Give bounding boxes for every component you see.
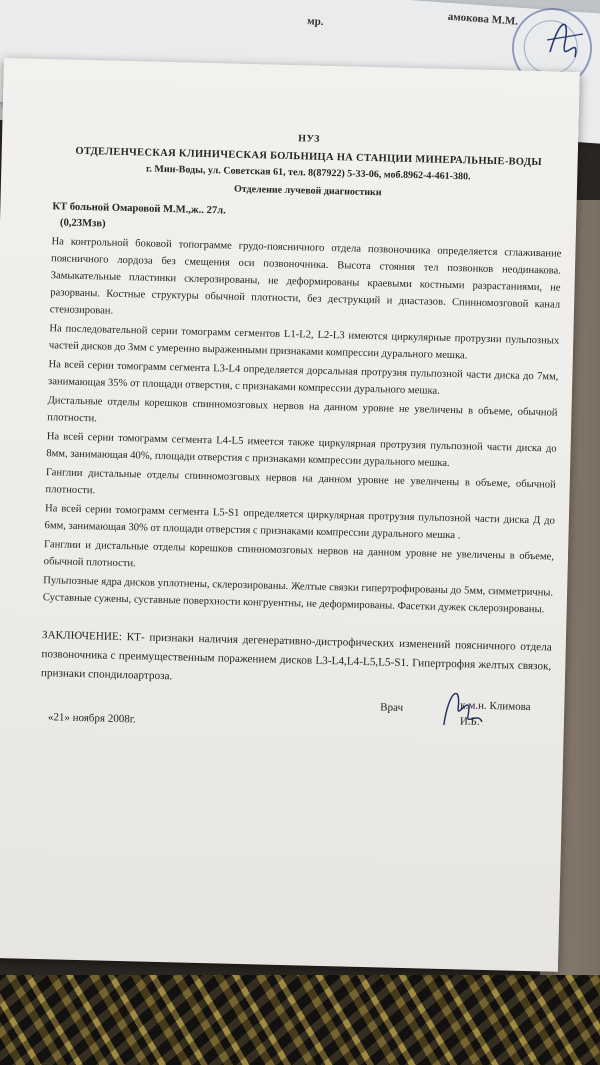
report-content <box>40 125 565 741</box>
report-paragraph: На всей серии томограмм сегмента L4-L5 имеется также циркулярная протрузия пульпозной части диска до 8мм, занимающая 40%, площади отверстия с признаками компрессии дурального мешка. <box>46 431 557 470</box>
report-paragraph: Ганглии и дистальные отделы корешков спинномозговых нервов на данном уровне не увеличены в объеме, обычной плотности. <box>43 539 555 570</box>
signature-block <box>40 685 551 741</box>
medical-report-sheet <box>0 58 580 972</box>
report-paragraph: На всей серии томограмм сегмента L3-L4 определяется дорсальная протрузия пульпозной части диска до 7мм, занимающая 35% от площади отверстия, с признаками компрессии дурального мешка. <box>47 359 559 397</box>
background-rug-pattern <box>0 975 600 1065</box>
background-text-mr: мр. <box>306 14 324 29</box>
org-full-name: ОТДЕЛЕНЧЕСКАЯ КЛИНИЧЕСКАЯ БОЛЬНИЦА НА СТАНЦИИ МИНЕРАЛЬНЫЕ-ВОДЫ <box>75 145 543 169</box>
signature-role: Врач <box>380 701 404 714</box>
org-short-name: НУЗ <box>298 133 321 145</box>
conclusion-text: ЗАКЛЮЧЕНИЕ: КТ- признаки наличия дегенеративно-дистрофических изменений поясничного отдела позвоночника с преимущественным поражением дисков L3-L4,L4-L5,L5-S1. Гипертрофия желтых связок, признаки спондилоартроза. <box>40 629 552 683</box>
report-paragraph: На контрольной боковой топограмме грудо-поясничного отдела позвоночника определяется сглаживание поясничного лордоза без смещения оси позвоночника. Высота стояния тел позвонков неодинакова. Замыкательные пластинки склерозированы, не деформированы краевыми костными разрастаниями, не разорваны. Костные структуры обычной плотности, без деструкций и диастазов. Спинномозговой канал стенозирован. <box>49 236 562 317</box>
patient-line: КТ больной Омаровой М.М.,ж.. 27л. <box>52 201 226 217</box>
doctor-name: к.м.н. Климова И.Б. <box>459 699 531 728</box>
report-paragraph: Пульпозные ядра дисков уплотнены, склерозированы. Желтые связки гипертрофированы до 5мм, симметричны. Суставные сужены, суставные поверхности конгруентны, не деформированы. Фасетки дужек склерозированы. <box>42 575 554 616</box>
report-paragraph: На всей серии томограмм сегмента L5-S1 определяется циркулярная протрузия пульпозной части диска Д до 6мм, занимающая 30% от площади отверстия с признаками компрессии дурального мешка . <box>44 503 555 542</box>
org-address: г. Мин-Воды, ул. Советская 61, тел. 8(87922) 5-33-06, моб.8962-4-461-380. <box>145 163 471 183</box>
department-name: Отделение лучевой диагностики <box>233 183 382 199</box>
report-paragraph: На последовательной серии томограмм сегментов L1-L2, L2-L3 имеются циркулярные протрузии пульпозных частей дисков до 3мм с умеренно выраженными признаками компрессии дурального мешка. <box>48 323 560 362</box>
report-date: «21» ноября 2008г. <box>47 711 136 726</box>
background-text-name: амокова М.М. <box>447 10 519 28</box>
signature-scribble-top <box>545 12 585 62</box>
report-paragraph: Дистальные отделы корешков спинномозговых нервов на данном уровне не увеличены в объеме, обычной плотности. <box>47 395 558 425</box>
radiation-dose: (0,23Мзв) <box>59 217 106 230</box>
report-paragraph: Ганглии дистальные отделы спинномозговых нервов на данном уровне не увеличены в объеме, обычной плотности. <box>45 467 556 497</box>
